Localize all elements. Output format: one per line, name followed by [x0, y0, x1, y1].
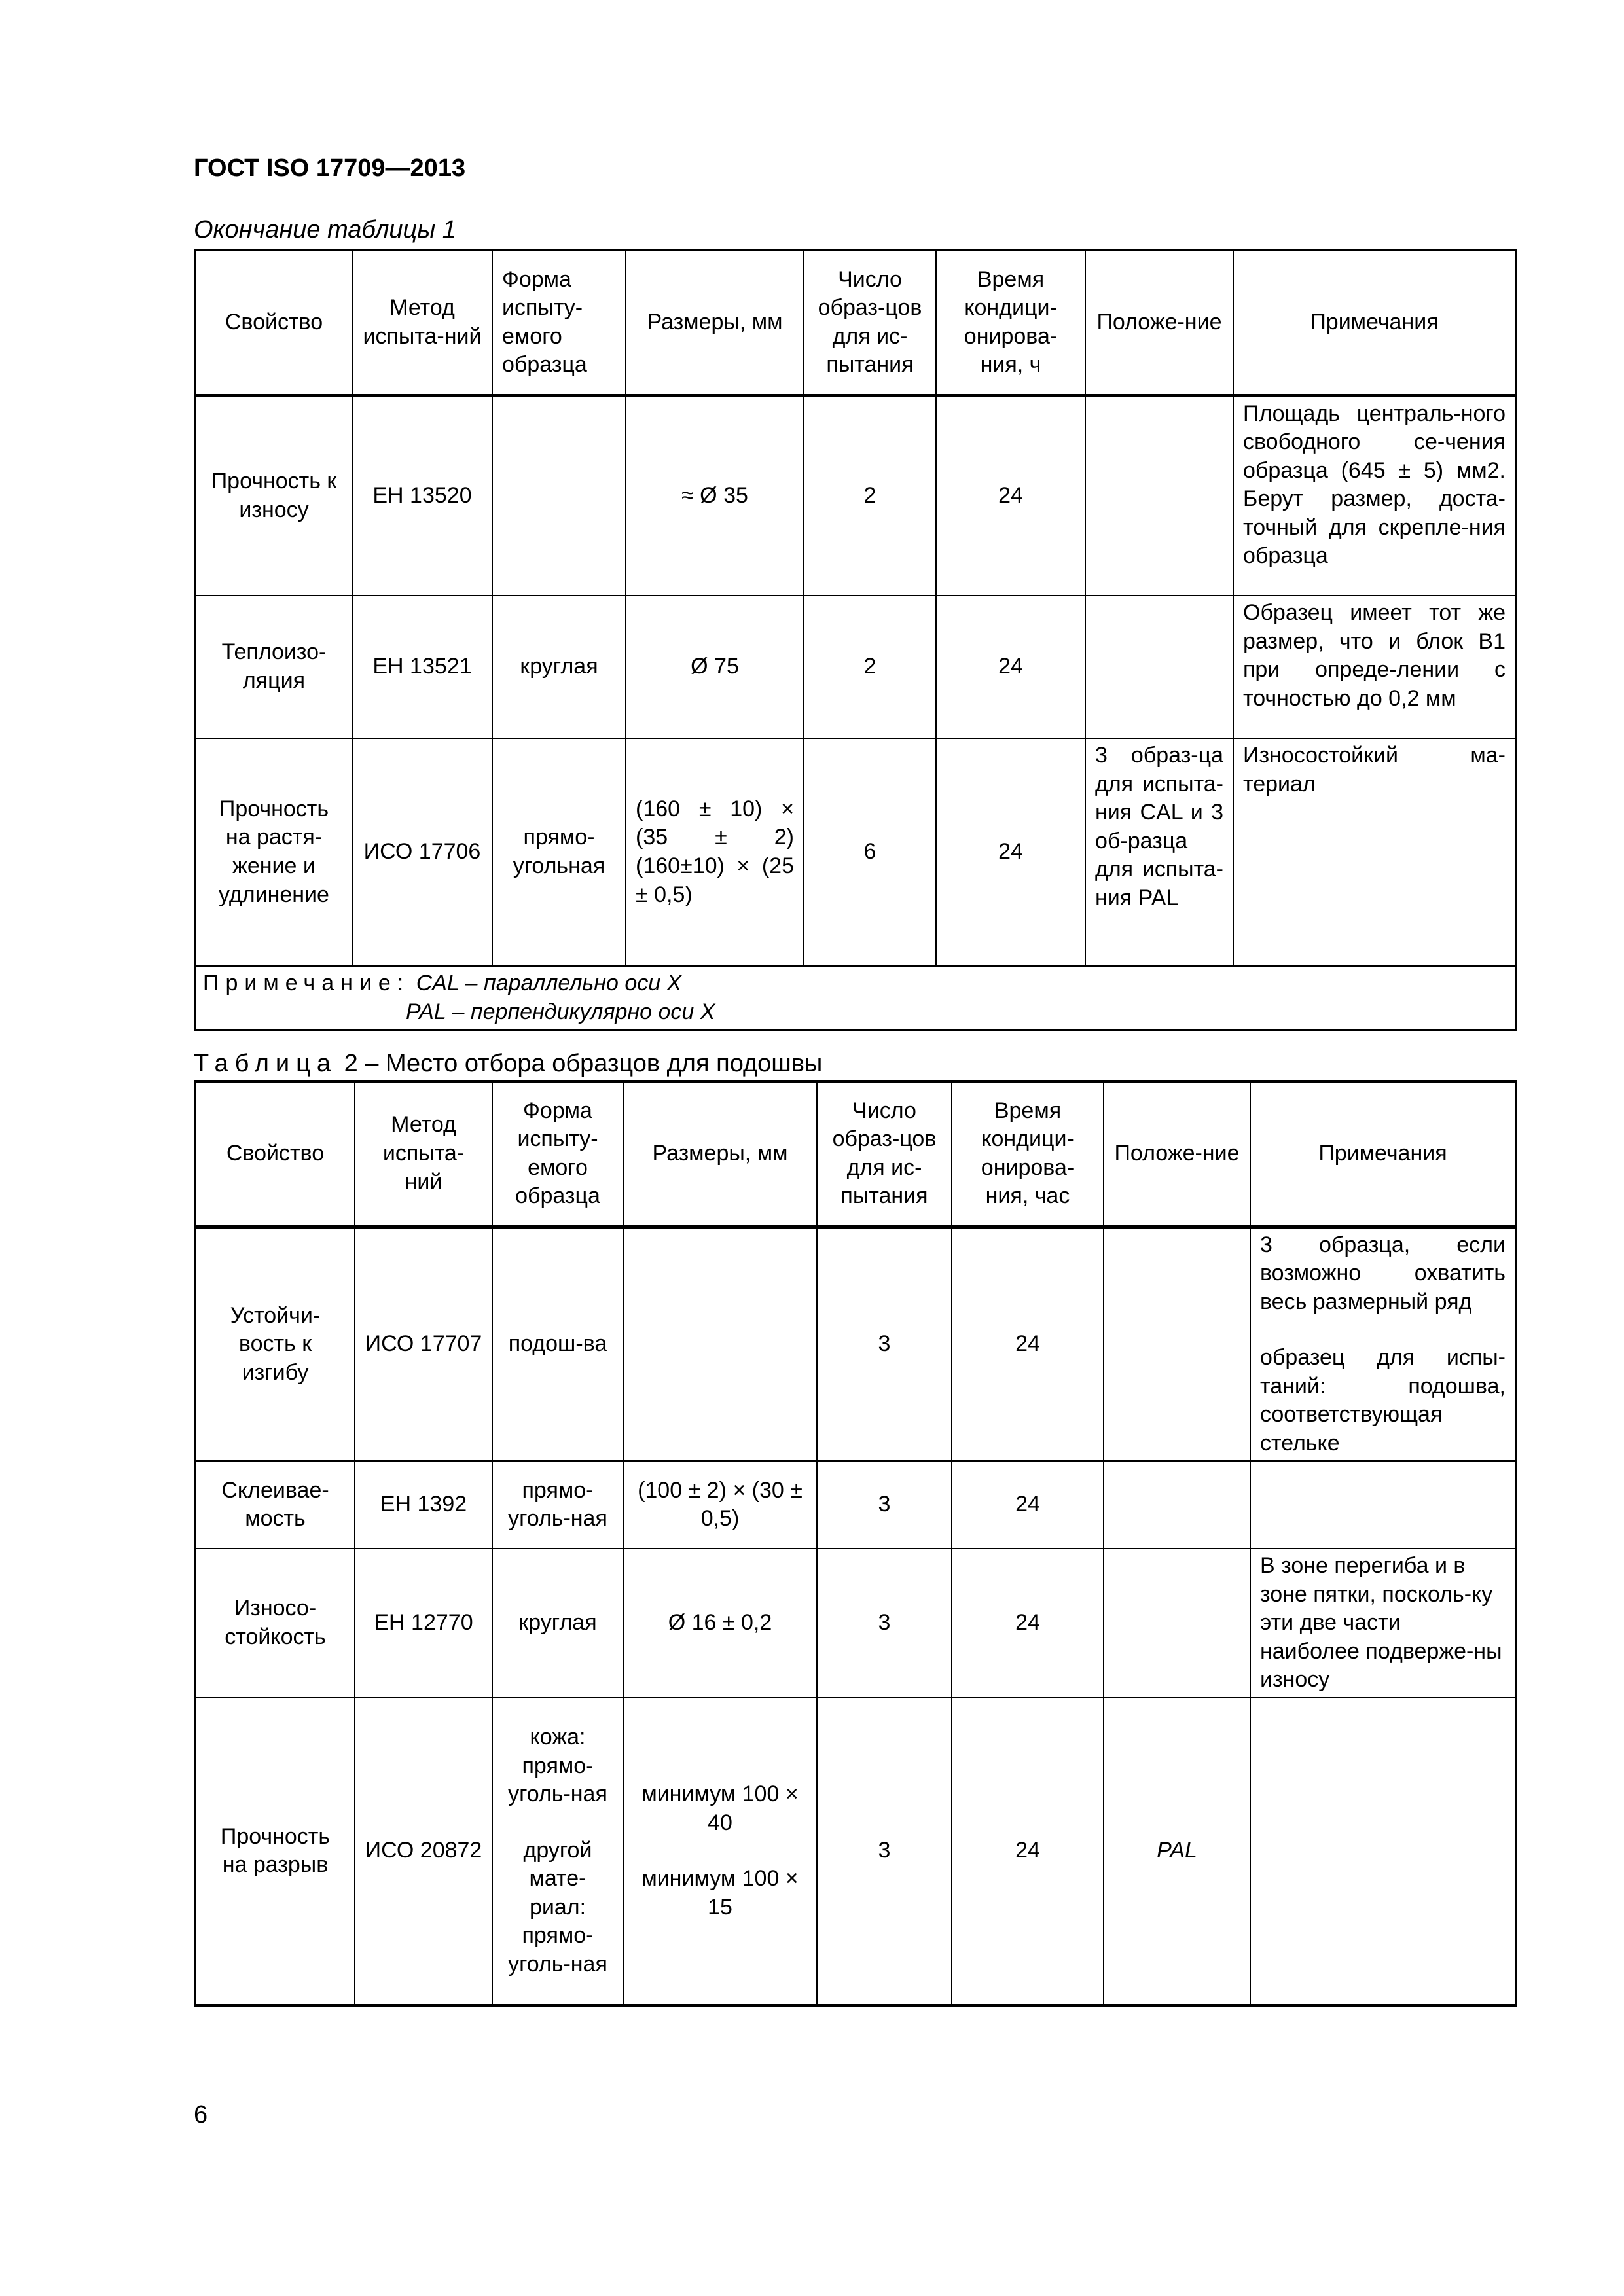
size-paragraph: минимум 100 × 15 — [641, 1866, 799, 1920]
position-cell: 3 образ-ца для испыта-ния CAL и 3 об-разца для испыта-ния PAL — [1085, 738, 1233, 966]
table2-header-row — [195, 1081, 1516, 1227]
column-header: Примечания — [1233, 250, 1516, 395]
property-cell: Прочность на разрыв — [195, 1698, 355, 2005]
table-note — [195, 966, 1516, 1030]
column-header: Размеры, мм — [623, 1081, 817, 1227]
notes-paragraph: 3 образца, если возможно охватить весь размерный ряд — [1260, 1232, 1506, 1314]
method-cell: ЕН 12770 — [355, 1549, 492, 1698]
table-row — [195, 1549, 1516, 1698]
column-header: Положе-ние — [1104, 1081, 1250, 1227]
table2-caption-text: 2 – Место отбора образцов для подошвы — [344, 1050, 823, 1077]
document-header: ГОСТ ISO 17709—2013 — [194, 154, 466, 182]
method-cell: ЕН 13521 — [352, 596, 492, 738]
shape-cell: прямо-угольная — [492, 738, 626, 966]
method-cell: ЕН 13520 — [352, 395, 492, 596]
position-cell — [1104, 1549, 1250, 1698]
size-cell: Ø 75 — [626, 596, 804, 738]
time-cell: 24 — [952, 1698, 1104, 2005]
count-cell: 3 — [817, 1227, 952, 1461]
notes-paragraph: образец для испы-таний: подошва, соответствующая стельке — [1260, 1345, 1506, 1456]
property-cell: Прочность на растя-жение и удлинение — [195, 738, 352, 966]
column-header: Метод испыта-ний — [355, 1081, 492, 1227]
notes-cell — [1250, 1461, 1516, 1549]
size-paragraph: минимум 100 × 40 — [641, 1782, 799, 1835]
table-row — [195, 395, 1516, 596]
table1 — [194, 249, 1517, 1031]
size-cell — [623, 1698, 817, 2005]
time-cell: 24 — [936, 738, 1085, 966]
table2 — [194, 1080, 1517, 2007]
position-cell: PAL — [1104, 1698, 1250, 2005]
column-header: Время кондици-онирова-ния, ч — [936, 250, 1085, 395]
count-cell: 6 — [804, 738, 936, 966]
table2-caption — [194, 1050, 822, 1078]
property-cell: Теплоизо-ляция — [195, 596, 352, 738]
column-header: Свойство — [195, 1081, 355, 1227]
column-header: Метод испыта-ний — [352, 250, 492, 395]
position-cell — [1085, 596, 1233, 738]
column-header: Форма испыту-емого образца — [492, 1081, 623, 1227]
count-cell: 3 — [817, 1461, 952, 1549]
shape-cell: круглая — [492, 596, 626, 738]
position-cell — [1104, 1227, 1250, 1461]
size-cell: ≈ Ø 35 — [626, 395, 804, 596]
table2-caption-label: Таблица — [194, 1050, 337, 1077]
note-line-1: CAL – параллельно оси X — [416, 971, 682, 996]
column-header: Размеры, мм — [626, 250, 804, 395]
table-row — [195, 1461, 1516, 1549]
table1-header-row — [195, 250, 1516, 395]
method-cell: ИСО 17707 — [355, 1227, 492, 1461]
time-cell: 24 — [952, 1227, 1104, 1461]
time-cell: 24 — [952, 1549, 1104, 1698]
notes-cell: Износостойкий ма-териал — [1233, 738, 1516, 966]
property-cell: Склеивае-мость — [195, 1461, 355, 1549]
position-cell — [1104, 1461, 1250, 1549]
notes-cell: Образец имеет тот же размер, что и блок В1 при опреде-лении с точностью до 0,2 мм — [1233, 596, 1516, 738]
size-cell — [623, 1227, 817, 1461]
shape-cell: подош-ва — [492, 1227, 623, 1461]
shape-paragraph: кожа: прямо-уголь-ная — [508, 1725, 607, 1807]
notes-cell: В зоне перегиба и в зоне пятки, посколь-ку эти две части наиболее подвержe-ны износу — [1250, 1549, 1516, 1698]
count-cell: 2 — [804, 596, 936, 738]
shape-cell — [492, 1698, 623, 2005]
column-header: Свойство — [195, 250, 352, 395]
time-cell: 24 — [936, 395, 1085, 596]
time-cell: 24 — [936, 596, 1085, 738]
method-cell: ИСО 20872 — [355, 1698, 492, 2005]
size-cell: (160 ± 10) × (35 ± 2) (160±10) × (25 ± 0,5) — [626, 738, 804, 966]
column-header: Время кондици-онирова-ния, час — [952, 1081, 1104, 1227]
note-line-2: PAL – перпендикулярно оси X — [406, 999, 715, 1024]
table-note-row — [195, 966, 1516, 1030]
position-cell — [1085, 395, 1233, 596]
shape-cell: круглая — [492, 1549, 623, 1698]
property-cell: Прочность к износу — [195, 395, 352, 596]
notes-cell — [1250, 1698, 1516, 2005]
column-header: Примечания — [1250, 1081, 1516, 1227]
count-cell: 3 — [817, 1698, 952, 2005]
column-header: Положе-ние — [1085, 250, 1233, 395]
table-row — [195, 738, 1516, 966]
table-row — [195, 596, 1516, 738]
count-cell: 2 — [804, 395, 936, 596]
table1-caption: Окончание таблицы 1 — [194, 216, 456, 243]
method-cell: ЕН 1392 — [355, 1461, 492, 1549]
column-header: Число образ-цов для ис-пытания — [804, 250, 936, 395]
time-cell: 24 — [952, 1461, 1104, 1549]
shape-cell: прямо-уголь-ная — [492, 1461, 623, 1549]
column-header: Форма испыту-емого образца — [492, 250, 626, 395]
method-cell: ИСО 17706 — [352, 738, 492, 966]
size-cell: (100 ± 2) × (30 ± 0,5) — [623, 1461, 817, 1549]
page-number: 6 — [194, 2101, 208, 2128]
size-cell: Ø 16 ± 0,2 — [623, 1549, 817, 1698]
shape-cell — [492, 395, 626, 596]
property-cell: Устойчи-вость к изгибу — [195, 1227, 355, 1461]
table-row — [195, 1698, 1516, 2005]
notes-cell — [1250, 1227, 1516, 1461]
shape-paragraph: другой мате-риал: прямо-уголь-ная — [508, 1837, 607, 1977]
notes-cell: Площадь централь-ного свободного се-чения образца (645 ± 5) мм2. Берут размер, доста-точный для скрепле-ния образца — [1233, 395, 1516, 596]
table-row — [195, 1227, 1516, 1461]
note-label: Примечание: — [203, 971, 410, 996]
count-cell: 3 — [817, 1549, 952, 1698]
column-header: Число образ-цов для ис-пытания — [817, 1081, 952, 1227]
property-cell: Износо-стойкость — [195, 1549, 355, 1698]
